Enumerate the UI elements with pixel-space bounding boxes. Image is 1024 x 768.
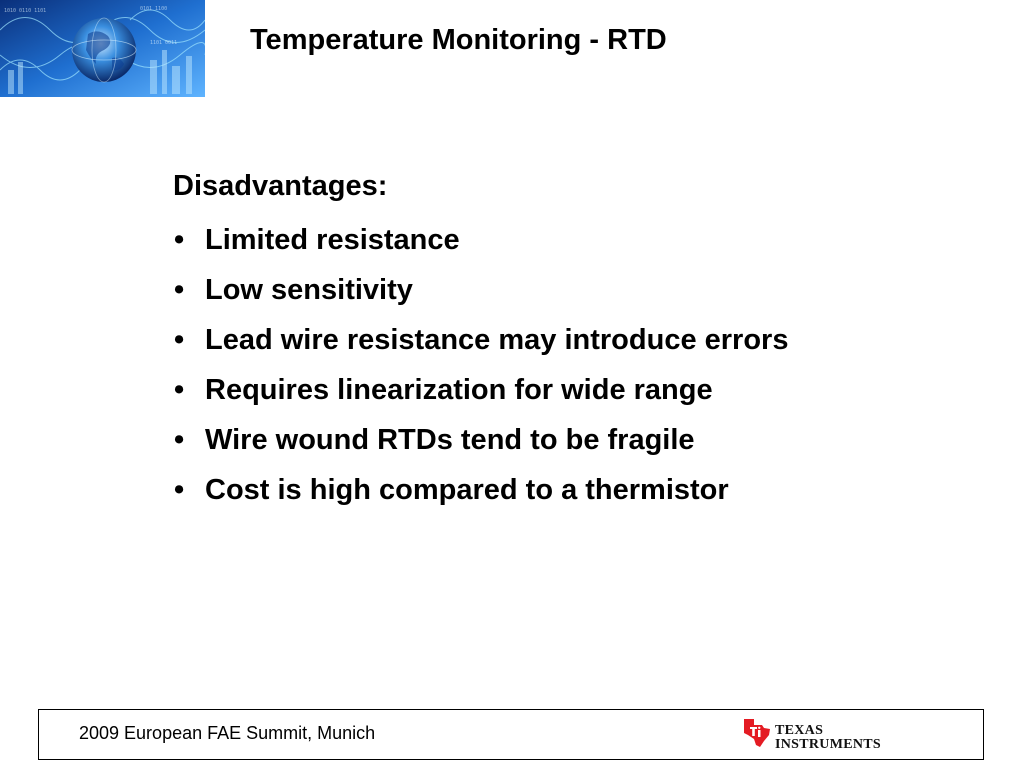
bullet-icon: • [174, 474, 185, 506]
texas-state-icon [742, 715, 772, 749]
bullet-icon: • [174, 224, 185, 256]
logo-text-line2: INSTRUMENTS [775, 737, 881, 752]
globe-icon [0, 0, 205, 97]
list-item [173, 422, 788, 472]
bullet-text: Limited resistance [205, 224, 460, 256]
footer-text: 2009 European FAE Summit, Munich [79, 723, 376, 743]
texas-instruments-logo [742, 715, 881, 755]
svg-text:0101 1100: 0101 1100 [140, 6, 168, 12]
list-item [173, 472, 788, 522]
bullet-text: Wire wound RTDs tend to be fragile [205, 424, 695, 456]
svg-text:1010 0110 1101: 1010 0110 1101 [4, 8, 47, 14]
footer-bar [38, 709, 984, 760]
section-heading: Disadvantages: [173, 170, 388, 202]
slide-content [173, 168, 788, 522]
bullet-text: Low sensitivity [205, 274, 413, 306]
bullet-text: Cost is high compared to a thermistor [205, 474, 729, 506]
slide-title: Temperature Monitoring - RTD [250, 24, 667, 56]
bullet-list [173, 222, 788, 522]
list-item [173, 272, 788, 322]
logo-text-line1: TEXAS [775, 723, 824, 738]
bullet-icon: • [174, 374, 185, 406]
bullet-text: Lead wire resistance may introduce errors [205, 324, 789, 356]
svg-text:1101 0011: 1101 0011 [150, 40, 178, 46]
list-item [173, 322, 788, 372]
bullet-text: Requires linearization for wide range [205, 374, 713, 406]
list-item [173, 372, 788, 422]
bullet-icon: • [174, 324, 185, 356]
bullet-icon: • [174, 424, 185, 456]
globe-banner-image [0, 0, 205, 97]
bullet-icon: • [174, 274, 185, 306]
list-item [173, 222, 788, 272]
